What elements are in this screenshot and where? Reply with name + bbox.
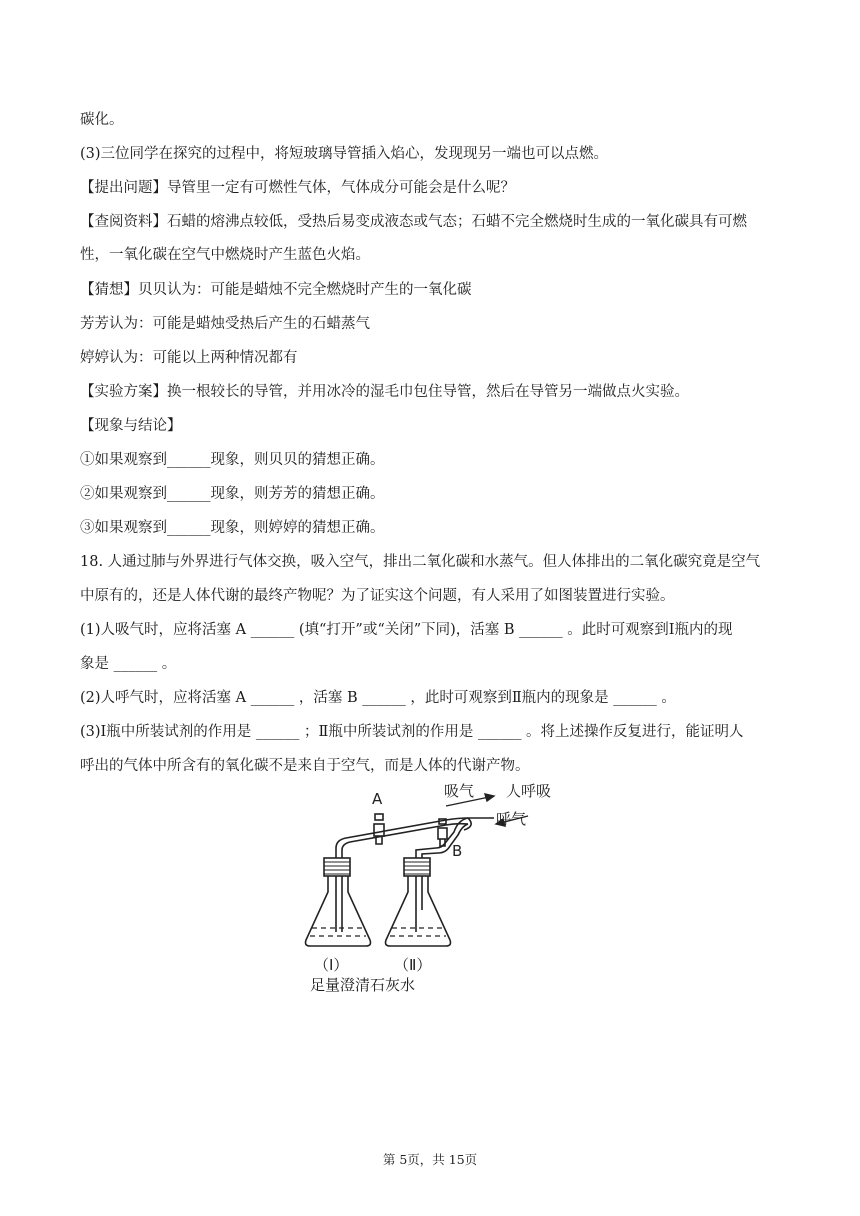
text-line: (2)人呼气时，应将活塞 A ______ ，活塞 B ______ ，此时可观察到Ⅱ瓶内的现象是 ______ 。 bbox=[80, 690, 676, 706]
exhale-label: 呼气 bbox=[496, 810, 527, 828]
valve-b-label: B bbox=[452, 842, 463, 860]
text-line: 婷婷认为：可能以上两种情况都有 bbox=[80, 350, 298, 366]
text-line: (3)三位同学在探究的过程中，将短玻璃导管插入焰心，发现现另一端也可以点燃。 bbox=[80, 146, 609, 162]
valve-a-label: A bbox=[372, 790, 383, 808]
question-18-line: 18. 人通过肺与外界进行气体交换，吸入空气，排出二氧化碳和水蒸气。但人体排出的二氧化碳究竟是空气 bbox=[80, 554, 761, 570]
text-line: 性，一氧化碳在空气中燃烧时产生蓝色火焰。 bbox=[80, 247, 370, 263]
figure-caption: 足量澄清石灰水 bbox=[310, 976, 416, 994]
text-line: 【现象与结论】 bbox=[80, 418, 182, 434]
text-line: 芳芳认为：可能是蜡烛受热后产生的石蜡蒸气 bbox=[80, 316, 370, 332]
text-line: 呼出的气体中所含有的氧化碳不是来自于空气，而是人体的代谢产物。 bbox=[80, 758, 530, 774]
inhale-label: 吸气 bbox=[444, 782, 475, 800]
person-breathing-label: 人呼吸 bbox=[506, 782, 552, 800]
text-line: (3)Ⅰ瓶中所装试剂的作用是 ______ ；Ⅱ瓶中所装试剂的作用是 ______ 。将上述操作反复进行，能证明人 bbox=[80, 724, 744, 740]
apparatus-diagram bbox=[296, 780, 566, 980]
page-number: 第 5页，共 15页 bbox=[382, 1152, 478, 1167]
bottle-2-label: （Ⅱ） bbox=[394, 956, 432, 974]
text-line: 【提出问题】导管里一定有可燃性气体，气体成分可能会是什么呢？ bbox=[80, 180, 515, 196]
text-line: 【实验方案】换一根较长的导管，并用冰冷的湿毛巾包住导管，然后在导管另一端做点火实验。 bbox=[80, 384, 689, 400]
text-line: ①如果观察到______现象，则贝贝的猜想正确。 bbox=[80, 452, 385, 468]
text-line: ③如果观察到______现象，则婷婷的猜想正确。 bbox=[80, 520, 385, 536]
text-line: 【查阅资料】石蜡的熔沸点较低，受热后易变成液态或气态；石蜡不完全燃烧时生成的一氧化碳具有可燃 bbox=[80, 214, 747, 230]
text-line: ②如果观察到______现象，则芳芳的猜想正确。 bbox=[80, 486, 385, 502]
apparatus-figure bbox=[296, 780, 566, 1002]
text-line: 【猜想】贝贝认为：可能是蜡烛不完全燃烧时产生的一氧化碳 bbox=[80, 282, 472, 298]
text-line: 中原有的，还是人体代谢的最终产物呢？为了证实这个问题，有人采用了如图装置进行实验。 bbox=[80, 588, 675, 604]
text-line: 象是 ______ 。 bbox=[80, 656, 177, 672]
bottle-1-label: （Ⅰ） bbox=[314, 956, 349, 974]
text-line: (1)人吸气时，应将活塞 A ______ (填“打开”或“关闭”下同)，活塞 B ______ 。此时可观察到Ⅰ瓶内的现 bbox=[80, 622, 733, 638]
text-line: 碳化。 bbox=[80, 112, 124, 128]
